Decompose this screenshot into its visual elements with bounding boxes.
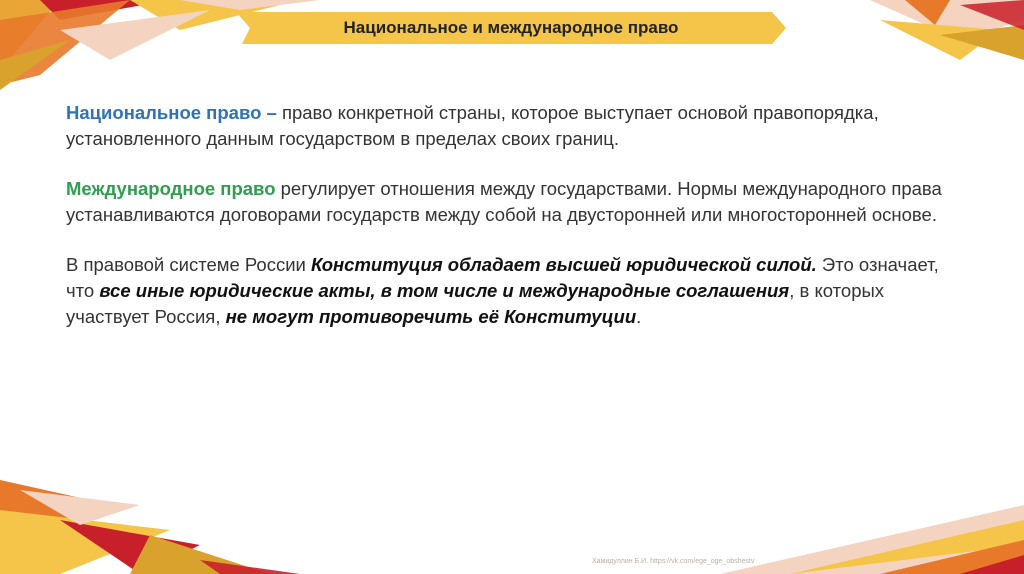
term-international-law: Международное право [66, 178, 276, 199]
definition-international-law: регулирует отношения между государствами. Нормы международного права устанавливаются договорами государств между собой на двусторонней или многосторонней основе. [66, 178, 942, 225]
title-banner [236, 10, 786, 46]
text-segment: . [636, 306, 642, 327]
slide-title: Национальное и международное право [343, 18, 679, 37]
term-national-law: Национальное право – [66, 102, 277, 123]
text-segment: , в которых участвует Россия, [66, 280, 885, 327]
slide-content [66, 100, 966, 354]
text-segment: В правовой системе России [66, 254, 312, 275]
definition-national-law: право конкретной страны, которое выступает основой правопорядка, установленного данным государством в пределах своих границ. [66, 102, 879, 149]
emphasis-cannot-contradict: не могут противоречить её Конституции [225, 306, 637, 327]
paragraph-national-law [66, 100, 966, 152]
emphasis-all-legal-acts: все иные юридические акты, в том числе и международные соглашения [99, 280, 790, 301]
paragraph-constitution [66, 252, 966, 330]
footer-credit: Хамидуллин Б.И. https://vk.com/ege_oge_obshestv [592, 558, 755, 565]
emphasis-constitution-supremacy: Конституция обладает высшей юридической силой. [311, 254, 817, 275]
paragraph-international-law [66, 176, 966, 228]
text-segment: Это означает, что [66, 254, 939, 301]
